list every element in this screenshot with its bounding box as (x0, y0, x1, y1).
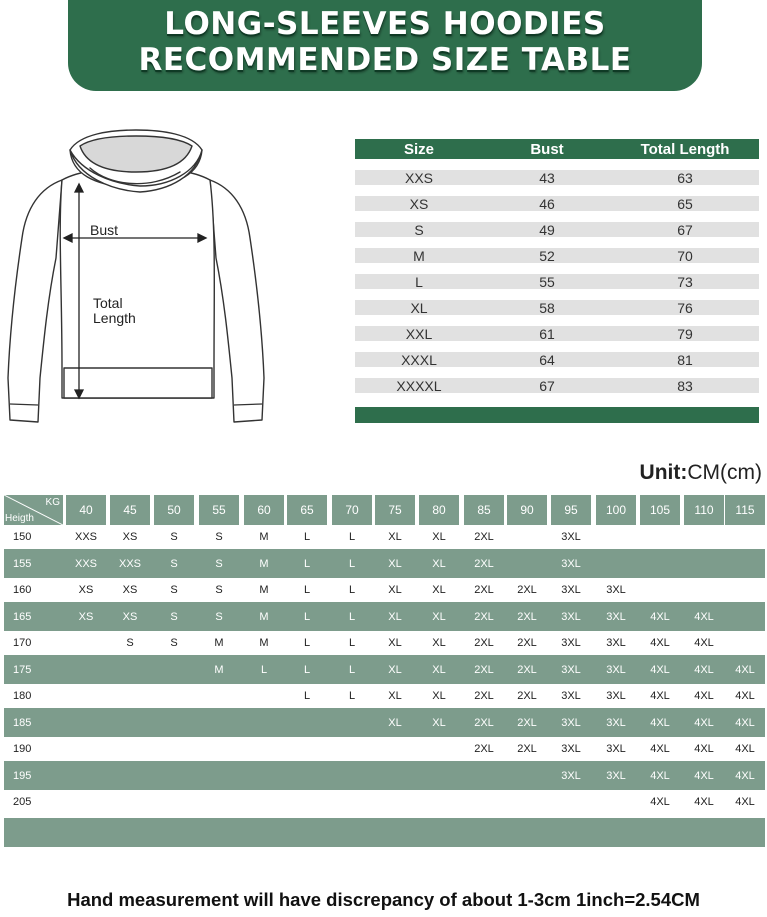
size-value-cell: L (348, 531, 356, 543)
size-value-cell: 4XL (735, 663, 755, 676)
size-value-cell: 2XL (517, 743, 537, 755)
height-row (4, 737, 765, 761)
size-value-cell (154, 655, 194, 684)
size-value-cell (640, 525, 680, 549)
size-value-cell (419, 761, 459, 790)
height-row (4, 790, 765, 814)
size-value-cell: XS (78, 610, 94, 623)
size-value-cell (596, 549, 636, 578)
size-value-cell: S (170, 637, 178, 649)
size-cell: XL (410, 299, 428, 316)
size-value-cell: 3XL (561, 637, 581, 649)
total-length-label-line2: Length (93, 310, 136, 326)
size-value-cell: 2XL (474, 637, 494, 649)
length-cell: 81 (677, 351, 693, 368)
size-value-cell (110, 684, 150, 708)
size-value-cell (464, 761, 504, 790)
size-value-cell: L (348, 557, 356, 570)
length-cell: 63 (677, 169, 693, 186)
size-value-cell: XL (388, 690, 402, 702)
size-value-cell (154, 790, 194, 814)
size-value-cell: L (303, 531, 311, 543)
kg-column-header: 105 (640, 495, 680, 525)
size-value-cell (684, 525, 724, 549)
size-value-cell: XS (78, 584, 94, 596)
size-table-row (355, 248, 759, 263)
size-value-cell (464, 790, 504, 814)
bust-cell: 52 (539, 247, 555, 264)
size-value-cell (507, 525, 547, 549)
size-table-header (355, 139, 759, 159)
size-value-cell (287, 790, 327, 814)
weight-height-table (4, 495, 765, 847)
size-value-cell: 2XL (517, 584, 537, 596)
size-value-cell (287, 761, 327, 790)
size-value-cell: 4XL (735, 690, 755, 702)
size-value-cell: 3XL (606, 663, 626, 676)
hoodie-diagram (0, 128, 275, 428)
size-value-cell: S (170, 531, 178, 543)
bust-cell: 43 (539, 169, 555, 186)
size-value-cell: 4XL (650, 769, 670, 782)
height-row (4, 578, 765, 602)
size-value-cell: 4XL (694, 796, 714, 808)
size-value-cell: 4XL (694, 637, 714, 649)
size-value-cell (725, 602, 765, 631)
bust-cell: 49 (539, 221, 555, 238)
size-value-cell: 4XL (650, 610, 670, 623)
size-value-cell (507, 761, 547, 790)
size-value-cell: XS (122, 584, 138, 596)
size-value-cell (199, 708, 239, 737)
unit-prefix: Unit: (639, 461, 688, 484)
size-value-cell (110, 708, 150, 737)
size-value-cell: M (259, 637, 269, 649)
height-cell: 180 (13, 690, 32, 702)
size-value-cell: XL (432, 584, 446, 596)
kg-column-header: 55 (199, 495, 239, 525)
size-value-cell (110, 737, 150, 761)
size-value-cell: L (348, 637, 356, 649)
kg-column-header: 95 (551, 495, 591, 525)
height-cell: 155 (13, 557, 32, 570)
height-cell: 190 (13, 743, 32, 755)
size-value-cell: XL (432, 690, 446, 702)
size-value-cell (66, 737, 106, 761)
kg-column-header: 65 (287, 495, 327, 525)
size-value-cell: XL (432, 610, 446, 623)
kg-column-header: 40 (66, 495, 106, 525)
size-value-cell: 4XL (694, 663, 714, 676)
size-value-cell (725, 578, 765, 602)
table-corner-cell (4, 495, 63, 525)
length-cell: 65 (677, 195, 693, 212)
height-corner-label: Heigth (5, 513, 34, 524)
size-value-cell (725, 549, 765, 578)
kg-column-header: 45 (110, 495, 150, 525)
size-value-cell: L (303, 557, 311, 570)
size-value-cell: XL (388, 557, 402, 570)
size-value-cell: 3XL (561, 531, 581, 543)
size-value-cell (199, 790, 239, 814)
bust-cell: 64 (539, 351, 555, 368)
size-value-cell: 4XL (650, 663, 670, 676)
size-table-row (355, 378, 759, 393)
size-value-cell: 2XL (474, 690, 494, 702)
size-value-cell (154, 684, 194, 708)
bust-cell: 55 (539, 273, 555, 290)
length-cell: 79 (677, 325, 693, 342)
size-value-cell (287, 708, 327, 737)
height-cell: 170 (13, 637, 32, 649)
size-value-cell (507, 790, 547, 814)
size-value-cell (725, 631, 765, 655)
size-value-cell: XS (122, 531, 138, 543)
size-value-cell: XL (388, 531, 402, 543)
size-value-cell: L (348, 584, 356, 596)
length-cell: 83 (677, 377, 693, 394)
height-cell: 165 (13, 610, 32, 623)
size-value-cell: 3XL (606, 584, 626, 596)
size-value-cell (244, 708, 284, 737)
bust-header: Bust (530, 140, 564, 158)
size-value-cell: 3XL (561, 610, 581, 623)
size-cell: XS (409, 195, 429, 212)
size-value-cell: 2XL (474, 557, 494, 570)
size-cell: XXL (405, 325, 433, 342)
size-value-cell: M (259, 557, 269, 570)
kg-column-header: 60 (244, 495, 284, 525)
size-table-row (355, 352, 759, 367)
size-value-cell (507, 549, 547, 578)
height-cell: 160 (13, 584, 32, 596)
height-row (4, 761, 765, 790)
hoodie-illustration (0, 128, 275, 428)
kg-column-header: 90 (507, 495, 547, 525)
size-value-cell (375, 737, 415, 761)
size-value-cell: S (126, 637, 134, 649)
size-value-cell (684, 578, 724, 602)
size-value-cell: S (215, 557, 223, 570)
size-value-cell (551, 790, 591, 814)
size-cell: XXS (404, 169, 433, 186)
size-value-cell: S (215, 584, 223, 596)
size-value-cell (287, 737, 327, 761)
size-value-cell: 4XL (650, 743, 670, 755)
size-value-cell: 3XL (561, 663, 581, 676)
size-value-cell (725, 525, 765, 549)
size-value-cell: 3XL (561, 743, 581, 755)
size-value-cell (66, 761, 106, 790)
height-row (4, 631, 765, 655)
size-value-cell: S (170, 610, 178, 623)
size-value-cell: 4XL (650, 796, 670, 808)
height-row (4, 549, 765, 578)
size-cell: S (414, 221, 424, 238)
kg-column-header: 85 (464, 495, 504, 525)
size-value-cell: 4XL (694, 690, 714, 702)
size-value-cell (110, 655, 150, 684)
size-value-cell: XL (388, 584, 402, 596)
size-table-footer-bar (355, 407, 759, 423)
size-value-cell (66, 655, 106, 684)
size-value-cell: S (170, 584, 178, 596)
size-cell: XXXXL (396, 377, 442, 394)
size-value-cell: XL (388, 637, 402, 649)
size-value-cell: XL (432, 637, 446, 649)
size-value-cell (640, 578, 680, 602)
banner-title-line2: RECOMMENDED SIZE TABLE (138, 42, 632, 78)
size-table-row (355, 196, 759, 211)
size-value-cell: 3XL (606, 690, 626, 702)
height-cell: 205 (13, 796, 32, 808)
height-row (4, 684, 765, 708)
kg-column-header: 70 (332, 495, 372, 525)
size-value-cell: 3XL (561, 690, 581, 702)
size-value-cell (244, 684, 284, 708)
size-value-cell (66, 631, 106, 655)
height-row (4, 708, 765, 737)
size-value-cell: XL (432, 531, 446, 543)
bust-cell: 67 (539, 377, 555, 394)
size-value-cell (684, 549, 724, 578)
size-value-cell (375, 790, 415, 814)
size-value-cell: M (259, 584, 269, 596)
kg-column-header: 110 (684, 495, 724, 525)
kg-column-header: 115 (725, 495, 765, 525)
size-value-cell: XL (432, 557, 446, 570)
size-value-cell (596, 790, 636, 814)
size-value-cell (66, 790, 106, 814)
size-value-cell: 3XL (606, 610, 626, 623)
size-table-row (355, 222, 759, 237)
height-cell: 185 (13, 716, 32, 729)
size-value-cell: 4XL (650, 716, 670, 729)
size-table-row (355, 274, 759, 289)
size-value-cell: 3XL (606, 769, 626, 782)
size-value-cell (375, 761, 415, 790)
size-table-row (355, 300, 759, 315)
size-value-cell: 2XL (474, 531, 494, 543)
size-cell: L (415, 273, 423, 290)
length-cell: 73 (677, 273, 693, 290)
size-value-cell: L (303, 663, 311, 676)
size-value-cell: L (348, 610, 356, 623)
weight-header-row (4, 495, 765, 525)
size-value-cell: 4XL (735, 769, 755, 782)
size-value-cell (244, 737, 284, 761)
height-row (4, 655, 765, 684)
size-value-cell: L (303, 610, 311, 623)
weight-table-footer-bar (4, 818, 765, 847)
title-banner (68, 0, 702, 91)
size-value-cell: L (260, 663, 268, 676)
length-cell: 67 (677, 221, 693, 238)
size-value-cell: XL (388, 716, 402, 729)
size-value-cell: XXS (74, 531, 97, 543)
size-value-cell: 2XL (474, 584, 494, 596)
unit-label (640, 461, 762, 485)
size-table-row (355, 170, 759, 185)
height-row (4, 525, 765, 549)
height-cell: 175 (13, 663, 32, 676)
size-value-cell (244, 761, 284, 790)
size-value-cell: 2XL (517, 610, 537, 623)
bust-cell: 46 (539, 195, 555, 212)
size-value-cell (332, 737, 372, 761)
size-value-cell (154, 708, 194, 737)
size-cell: M (413, 247, 425, 264)
banner-title-line1: LONG-SLEEVES HOODIES (164, 6, 606, 42)
size-value-cell (640, 549, 680, 578)
total-length-header: Total Length (640, 140, 730, 158)
size-value-cell (110, 761, 150, 790)
size-value-cell (154, 737, 194, 761)
size-value-cell: XL (388, 610, 402, 623)
size-value-cell: S (215, 531, 223, 543)
size-value-cell: XXS (118, 557, 141, 570)
size-value-cell: 3XL (561, 769, 581, 782)
size-value-cell (419, 790, 459, 814)
size-value-cell: M (214, 637, 224, 649)
size-value-cell: 4XL (735, 743, 755, 755)
unit-value: CM(cm) (687, 461, 762, 484)
size-value-cell: M (259, 531, 269, 543)
length-cell: 76 (677, 299, 693, 316)
height-row (4, 602, 765, 631)
size-value-cell: 3XL (561, 584, 581, 596)
size-value-cell: 2XL (517, 690, 537, 702)
size-value-cell: XL (388, 663, 402, 676)
bust-label: Bust (90, 222, 119, 238)
size-value-cell: L (348, 663, 356, 676)
size-value-cell: XL (432, 716, 446, 729)
size-value-cell: 4XL (735, 796, 755, 808)
size-table (355, 139, 759, 423)
size-value-cell: M (259, 610, 269, 623)
bust-cell: 58 (539, 299, 555, 316)
size-header: Size (403, 140, 434, 158)
size-value-cell: 4XL (735, 716, 755, 729)
size-table-row (355, 326, 759, 341)
bust-cell: 61 (539, 325, 555, 342)
size-value-cell (66, 708, 106, 737)
size-cell: XXXL (401, 351, 437, 368)
height-cell: 195 (13, 769, 32, 782)
kg-column-header: 80 (419, 495, 459, 525)
size-value-cell: 2XL (474, 663, 494, 676)
size-value-cell (244, 790, 284, 814)
size-value-cell: 2XL (517, 663, 537, 676)
size-value-cell: XL (432, 663, 446, 676)
size-value-cell (596, 525, 636, 549)
size-value-cell: 4XL (694, 769, 714, 782)
size-value-cell (154, 761, 194, 790)
size-value-cell: L (303, 690, 311, 702)
kg-column-header: 75 (375, 495, 415, 525)
size-value-cell: 2XL (474, 610, 494, 623)
size-value-cell (419, 737, 459, 761)
size-value-cell: 2XL (517, 716, 537, 729)
size-value-cell: L (303, 637, 311, 649)
size-value-cell: 3XL (606, 716, 626, 729)
size-value-cell (199, 684, 239, 708)
size-value-cell: 4XL (650, 690, 670, 702)
size-value-cell: 2XL (474, 743, 494, 755)
kg-corner-label: KG (45, 497, 60, 508)
size-value-cell: 3XL (561, 716, 581, 729)
size-value-cell: 4XL (694, 716, 714, 729)
size-value-cell: 3XL (606, 637, 626, 649)
measurement-note: Hand measurement will have discrepancy of about 1-3cm 1inch=2.54CM (67, 889, 700, 910)
size-value-cell: XS (122, 610, 138, 623)
size-value-cell: 3XL (606, 743, 626, 755)
length-cell: 70 (677, 247, 693, 264)
height-cell: 150 (13, 531, 32, 543)
kg-column-header: 100 (596, 495, 636, 525)
size-value-cell (332, 761, 372, 790)
size-value-cell: 3XL (561, 557, 581, 570)
size-value-cell: S (215, 610, 223, 623)
size-value-cell: L (303, 584, 311, 596)
size-value-cell (199, 761, 239, 790)
total-length-label-line1: Total (93, 295, 123, 311)
size-value-cell: 2XL (474, 716, 494, 729)
size-value-cell: 4XL (694, 610, 714, 623)
size-value-cell (332, 708, 372, 737)
size-value-cell: S (170, 557, 178, 570)
size-value-cell (199, 737, 239, 761)
kg-column-header: 50 (154, 495, 194, 525)
size-value-cell: XXS (74, 557, 97, 570)
size-value-cell (66, 684, 106, 708)
size-value-cell: 4XL (694, 743, 714, 755)
size-value-cell: M (214, 663, 224, 676)
size-value-cell (332, 790, 372, 814)
size-value-cell: L (348, 690, 356, 702)
size-value-cell: 4XL (650, 637, 670, 649)
size-value-cell: 2XL (517, 637, 537, 649)
size-value-cell (110, 790, 150, 814)
